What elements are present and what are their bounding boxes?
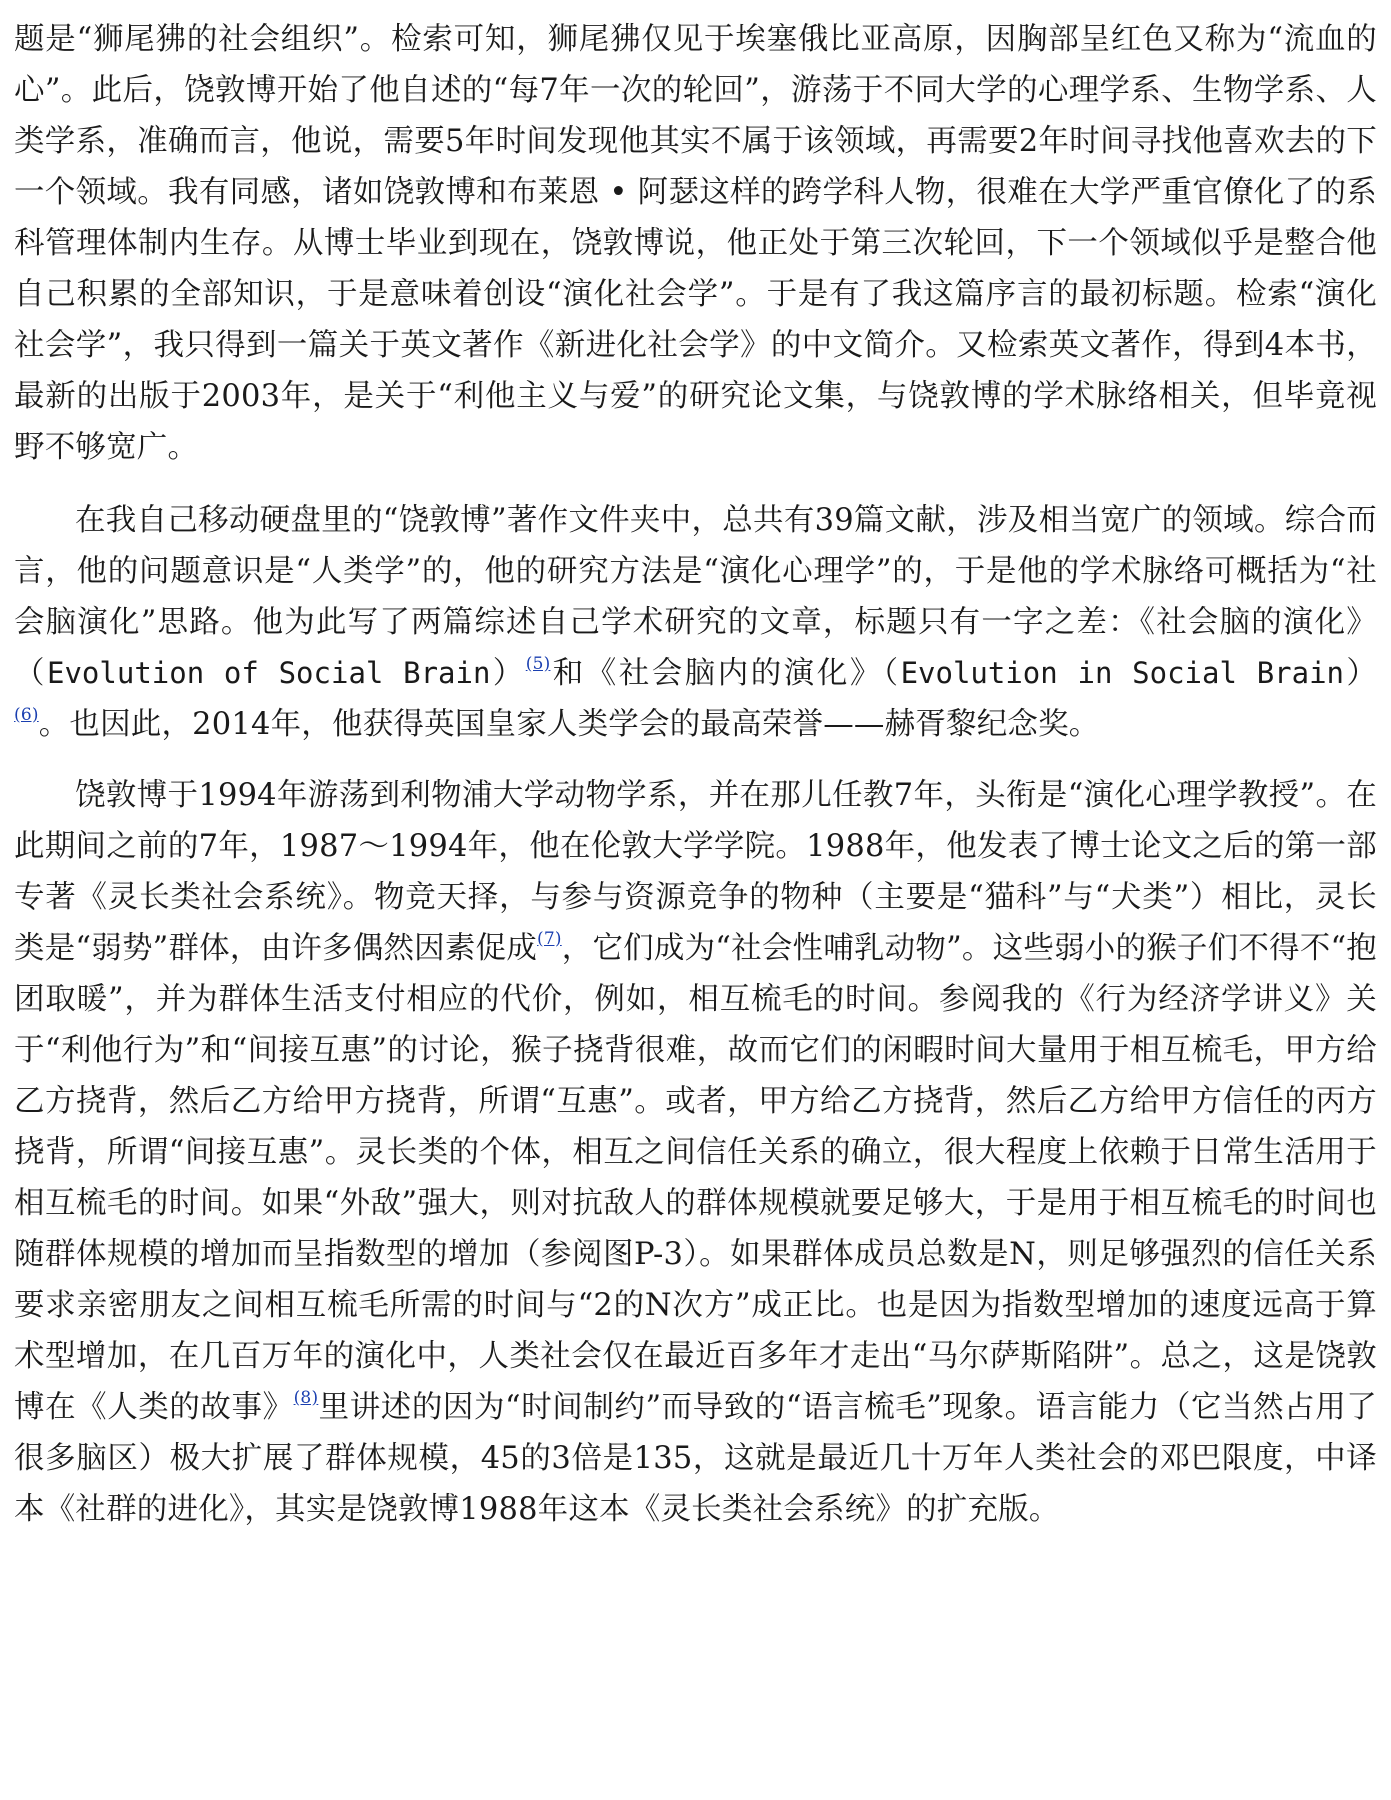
paragraph-2: [14, 495, 1377, 750]
paragraph-2-text-b: ）: [490, 656, 526, 691]
footnote-link-7[interactable]: (7): [537, 929, 562, 949]
paragraph-2-text-d: ）: [1344, 656, 1378, 691]
english-title-2: Evolution in Social Brain: [900, 656, 1345, 690]
paragraph-3-text-a: 饶敦博于1994年游荡到利物浦大学动物学系，并在那儿任教7年，头衔是“演化心理学教授”。在此期间之前的7年，1987～1994年，他在伦敦大学学院。1988年，他发表了博士论文之后的第一部专著《灵长类社会系统》。物竞天择，与参与资源竞争的物种（主要是“猫科”与“犬类”）相比，灵长类是“弱势”群体，由许多偶然因素促成: [14, 778, 1377, 966]
footnote-link-6[interactable]: (6): [14, 705, 39, 725]
paragraph-2-text-a: 在我自己移动硬盘里的“饶敦博”著作文件夹中，总共有39篇文献，涉及相当宽广的领域。综合而言，他的问题意识是“人类学”的，他的研究方法是“演化心理学”的，于是他的学术脉络可概括为“社会脑演化”思路。他为此写了两篇综述自己学术研究的文章，标题只有一字之差：《社会脑的演化》（: [14, 503, 1377, 691]
paragraph-3-text-c: 里讲述的因为“时间制约”而导致的“语言梳毛”现象。语言能力（它当然占用了很多脑区）极大扩展了群体规模，45的3倍是135，这就是最近几十万年人类社会的邓巴限度，中译本《社群的进化》，其实是饶敦博1988年这本《灵长类社会系统》的扩充版。: [14, 1390, 1377, 1527]
document-page: [14, 14, 1377, 1555]
footnote-link-8[interactable]: (8): [293, 1388, 319, 1408]
paragraph-2-text-c: 和《社会脑内的演化》（: [550, 656, 901, 691]
english-title-1: Evolution of Social Brain: [47, 656, 491, 690]
paragraph-1-text: 题是“狮尾狒的社会组织”。检索可知，狮尾狒仅见于埃塞俄比亚高原，因胸部呈红色又称为“流血的心”。此后，饶敦博开始了他自述的“每7年一次的轮回”，游荡于不同大学的心理学系、生物学系、人类学系，准确而言，他说，需要5年时间发现他其实不属于该领域，再需要2年时间寻找他喜欢去的下一个领域。我有同感，诸如饶敦博和布莱恩 • 阿瑟这样的跨学科人物，很难在大学严重官僚化了的系科管理体制内生存。从博士毕业到现在，饶敦博说，他正处于第三次轮回，下一个领域似乎是整合他自己积累的全部知识，于是意味着创设“演化社会学”。于是有了我这篇序言的最初标题。检索“演化社会学”，我只得到一篇关于英文著作《新进化社会学》的中文简介。又检索英文著作，得到4本书，最新的出版于2003年，是关于“利他主义与爱”的研究论文集，与饶敦博的学术脉络相关，但毕竟视野不够宽广。: [14, 22, 1377, 465]
paragraph-1: [14, 14, 1377, 473]
footnote-link-5[interactable]: (5): [525, 654, 551, 674]
paragraph-3: [14, 770, 1377, 1535]
paragraph-3-text-b: ，它们成为“社会性哺乳动物”。这些弱小的猴子们不得不“抱团取暖”，并为群体生活支付相应的代价，例如，相互梳毛的时间。参阅我的《行为经济学讲义》关于“利他行为”和“间接互惠”的讨论，猴子挠背很难，故而它们的闲暇时间大量用于相互梳毛，甲方给乙方挠背，然后乙方给甲方挠背，所谓“互惠”。或者，甲方给乙方挠背，然后乙方给甲方信任的丙方挠背，所谓“间接互惠”。灵长类的个体，相互之间信任关系的确立，很大程度上依赖于日常生活用于相互梳毛的时间。如果“外敌”强大，则对抗敌人的群体规模就要足够大，于是用于相互梳毛的时间也随群体规模的增加而呈指数型的增加（参阅图P-3）。如果群体成员总数是N，则足够强烈的信任关系要求亲密朋友之间相互梳毛所需的时间与“2的N次方”成正比。也是因为指数型增加的速度远高于算术型增加，在几百万年的演化中，人类社会仅在最近百多年才走出“马尔萨斯陷阱”。总之，这是饶敦博在《人类的故事》: [14, 931, 1377, 1425]
paragraph-2-text-e: 。也因此，2014年，他获得英国皇家人类学会的最高荣誉——赫胥黎纪念奖。: [38, 707, 1100, 742]
